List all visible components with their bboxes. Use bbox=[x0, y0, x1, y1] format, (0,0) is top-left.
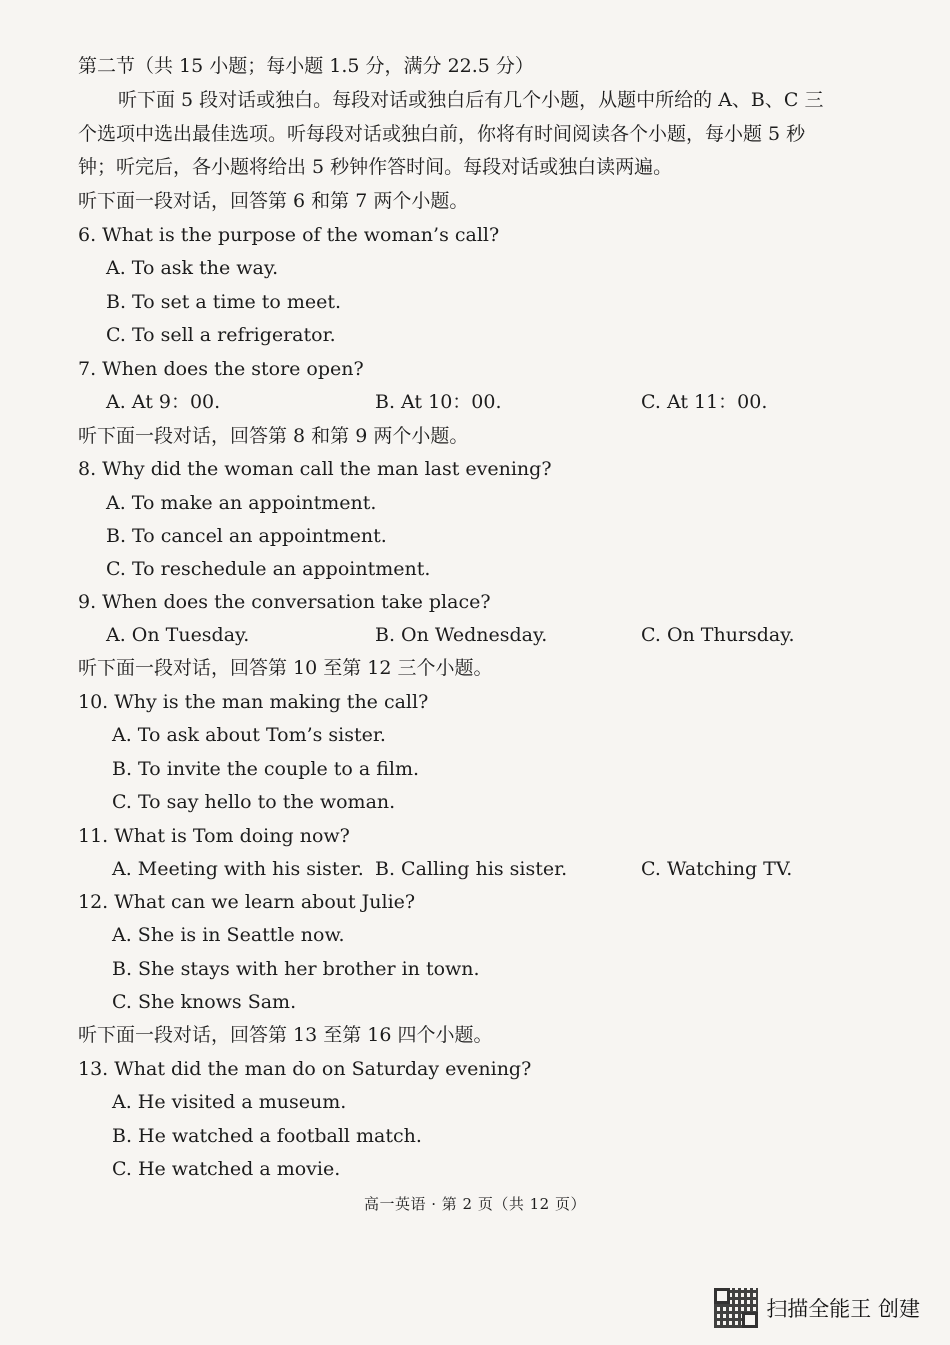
question-11-option-c: C. Watching TV. bbox=[641, 858, 793, 880]
scanner-watermark bbox=[714, 1288, 920, 1328]
question-6-option-c: C. To sell a refrigerator. bbox=[106, 324, 336, 346]
group-lead-8-9: 听下面一段对话，回答第 8 和第 9 两个小题。 bbox=[78, 425, 469, 447]
question-12-option-b: B. She stays with her brother in town. bbox=[112, 958, 480, 980]
instructions-line-2: 个选项中选出最佳选项。听每段对话或独白前，你将有时间阅读各个小题，每小题 5 秒 bbox=[78, 123, 806, 145]
question-12-option-a: A. She is in Seattle now. bbox=[112, 924, 345, 946]
question-13-option-c: C. He watched a movie. bbox=[112, 1158, 341, 1180]
question-11-option-b: B. Calling his sister. bbox=[375, 858, 568, 880]
watermark-text: 扫描全能王 创建 bbox=[766, 1297, 920, 1321]
question-7-option-a: A. At 9：00. bbox=[106, 391, 221, 413]
question-6-stem: 6. What is the purpose of the woman’s call? bbox=[78, 224, 500, 246]
question-13-option-b: B. He watched a football match. bbox=[112, 1125, 422, 1147]
question-12-option-c: C. She knows Sam. bbox=[112, 991, 297, 1013]
instructions-line-1: 听下面 5 段对话或独白。每段对话或独白后有几个小题，从题中所给的 A、B、C 三 bbox=[118, 89, 824, 111]
qr-code-icon bbox=[714, 1288, 758, 1328]
group-lead-13-16: 听下面一段对话，回答第 13 至第 16 四个小题。 bbox=[78, 1024, 493, 1046]
section-heading: 第二节（共 15 小题；每小题 1.5 分，满分 22.5 分） bbox=[78, 55, 534, 77]
group-lead-10-12: 听下面一段对话，回答第 10 至第 12 三个小题。 bbox=[78, 657, 493, 679]
group-lead-6-7: 听下面一段对话，回答第 6 和第 7 两个小题。 bbox=[78, 190, 469, 212]
question-8-stem: 8. Why did the woman call the man last evening? bbox=[78, 458, 552, 480]
question-9-option-b: B. On Wednesday. bbox=[375, 624, 548, 646]
question-9-option-c: C. On Thursday. bbox=[641, 624, 795, 646]
question-8-option-b: B. To cancel an appointment. bbox=[106, 525, 387, 547]
question-6-option-b: B. To set a time to meet. bbox=[106, 291, 342, 313]
question-12-stem: 12. What can we learn about Julie? bbox=[78, 891, 416, 913]
page-footer: 高一英语 · 第 2 页（共 12 页） bbox=[363, 1195, 586, 1213]
question-9-stem: 9. When does the conversation take place? bbox=[78, 591, 491, 613]
question-13-option-a: A. He visited a museum. bbox=[112, 1091, 347, 1113]
question-10-option-b: B. To invite the couple to a film. bbox=[112, 758, 420, 780]
question-13-stem: 13. What did the man do on Saturday evening? bbox=[78, 1058, 532, 1080]
question-8-option-a: A. To make an appointment. bbox=[106, 492, 377, 514]
question-10-option-c: C. To say hello to the woman. bbox=[112, 791, 396, 813]
question-6-option-a: A. To ask the way. bbox=[106, 257, 279, 279]
instructions-line-3: 钟；听完后，各小题将给出 5 秒钟作答时间。每段对话或独白读两遍。 bbox=[78, 156, 673, 178]
question-10-option-a: A. To ask about Tom’s sister. bbox=[112, 724, 386, 746]
question-11-stem: 11. What is Tom doing now? bbox=[78, 825, 350, 847]
question-9-option-a: A. On Tuesday. bbox=[106, 624, 250, 646]
question-7-stem: 7. When does the store open? bbox=[78, 358, 364, 380]
question-11-option-a: A. Meeting with his sister. bbox=[112, 858, 364, 880]
question-7-option-c: C. At 11：00. bbox=[641, 391, 768, 413]
question-8-option-c: C. To reschedule an appointment. bbox=[106, 558, 431, 580]
question-7-option-b: B. At 10：00. bbox=[375, 391, 502, 413]
question-10-stem: 10. Why is the man making the call? bbox=[78, 691, 429, 713]
